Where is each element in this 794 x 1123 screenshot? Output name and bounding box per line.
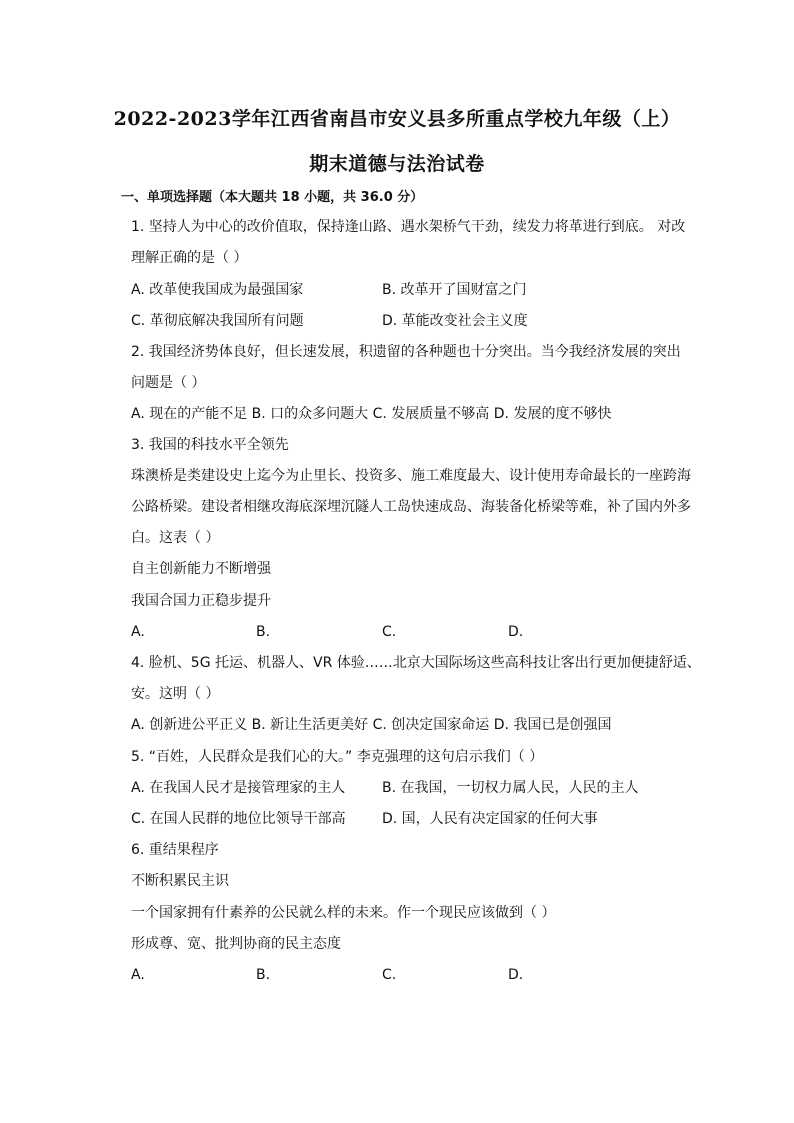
q3-option-d: D. <box>508 624 524 640</box>
q6-option-a: A. <box>131 967 145 983</box>
q5-option-b: B. 在我国，一切权力属人民，人民的主人 <box>382 780 639 796</box>
q3-stem-line-3: 公路桥梁。建设者相继攻海底深埋沉隧人工岛快速成岛、海装备化桥梁等难，补了国内外多 <box>131 499 691 515</box>
q3-stem-line-2: 珠澳桥是类建设史上迄今为止里长、投资多、施工难度最大、设计使用寿命最长的一座跨海 <box>131 468 691 484</box>
q3-option-c: C. <box>382 624 397 640</box>
q1-option-a: A. 改革使我国成为最强国家 <box>131 282 304 298</box>
q5-option-a: A. 在我国人民才是接管理家的主人 <box>131 780 346 796</box>
q4-stem-line-1: 4. 脸机、5G 托运、机器人、VR 体验……北京大国际场这些高科技让客出行更加便捷舒适、 <box>131 655 701 671</box>
q6-option-b: B. <box>256 967 271 983</box>
exam-title-line-1: 2022-2023学年江西省南昌市安义县多所重点学校九年级（上） <box>113 108 681 130</box>
q2-stem-line-2: 问题是（ ） <box>131 375 206 391</box>
exam-title-line-2: 期末道德与法治试卷 <box>309 153 485 175</box>
q4-stem-line-2: 安。这明（ ） <box>131 686 220 702</box>
q3-option-a: A. <box>131 624 145 640</box>
q4-options: A. 创新进公平正义 B. 新让生活更美好 C. 创决定国家命运 D. 我国已是创强国 <box>131 717 612 733</box>
q6-option-c: C. <box>382 967 397 983</box>
q2-stem-line-1: 2. 我国经济势体良好，但长速发展，积遗留的各种题也十分突出。当今我经济发展的突出 <box>131 344 681 360</box>
q1-option-c: C. 革彻底解决我国所有问题 <box>131 313 304 329</box>
q6-stem-line-1: 6. 重结果程序 <box>131 842 219 858</box>
q5-stem-line-1: 5. “百姓，人民群众是我们心的大。” 李克强理的这句启示我们（ ） <box>131 749 544 765</box>
q1-stem-line-1: 1. 坚持人为中心的改价值取，保持逢山路、遇水架桥气干劲，续发力将革进行到底。 对改 <box>131 219 686 235</box>
q3-option-b: B. <box>256 624 271 640</box>
q5-option-d: D. 国，人民有决定国家的任何大事 <box>382 811 598 827</box>
q3-stem-line-4: 白。这表（ ） <box>131 530 220 546</box>
q6-statement-2: 形成尊、宽、批判协商的民主态度 <box>131 936 341 952</box>
q1-option-d: D. 革能改变社会主义度 <box>382 313 528 329</box>
q6-stem-line-2: 一个国家拥有什素养的公民就么样的未来。作一个现民应该做到（ ） <box>131 905 556 921</box>
q5-option-c: C. 在国人民群的地位比领导干部高 <box>131 811 346 827</box>
q1-stem-line-2: 理解正确的是（ ） <box>131 250 248 266</box>
q3-statement-2: 我国合国力正稳步提升 <box>131 593 271 609</box>
q6-option-d: D. <box>508 967 524 983</box>
q1-option-b: B. 改革开了国财富之门 <box>382 282 527 298</box>
q3-statement-1: 自主创新能力不断增强 <box>131 561 271 577</box>
q6-statement-1: 不断积累民主识 <box>131 873 229 889</box>
section-heading: 一、单项选择题（本大题共 18 小题，共 36.0 分） <box>121 190 424 205</box>
q3-stem-line-1: 3. 我国的科技水平全领先 <box>131 437 289 453</box>
q2-options: A. 现在的产能不足 B. 口的众多问题大 C. 发展质量不够高 D. 发展的度不够快 <box>131 406 612 422</box>
